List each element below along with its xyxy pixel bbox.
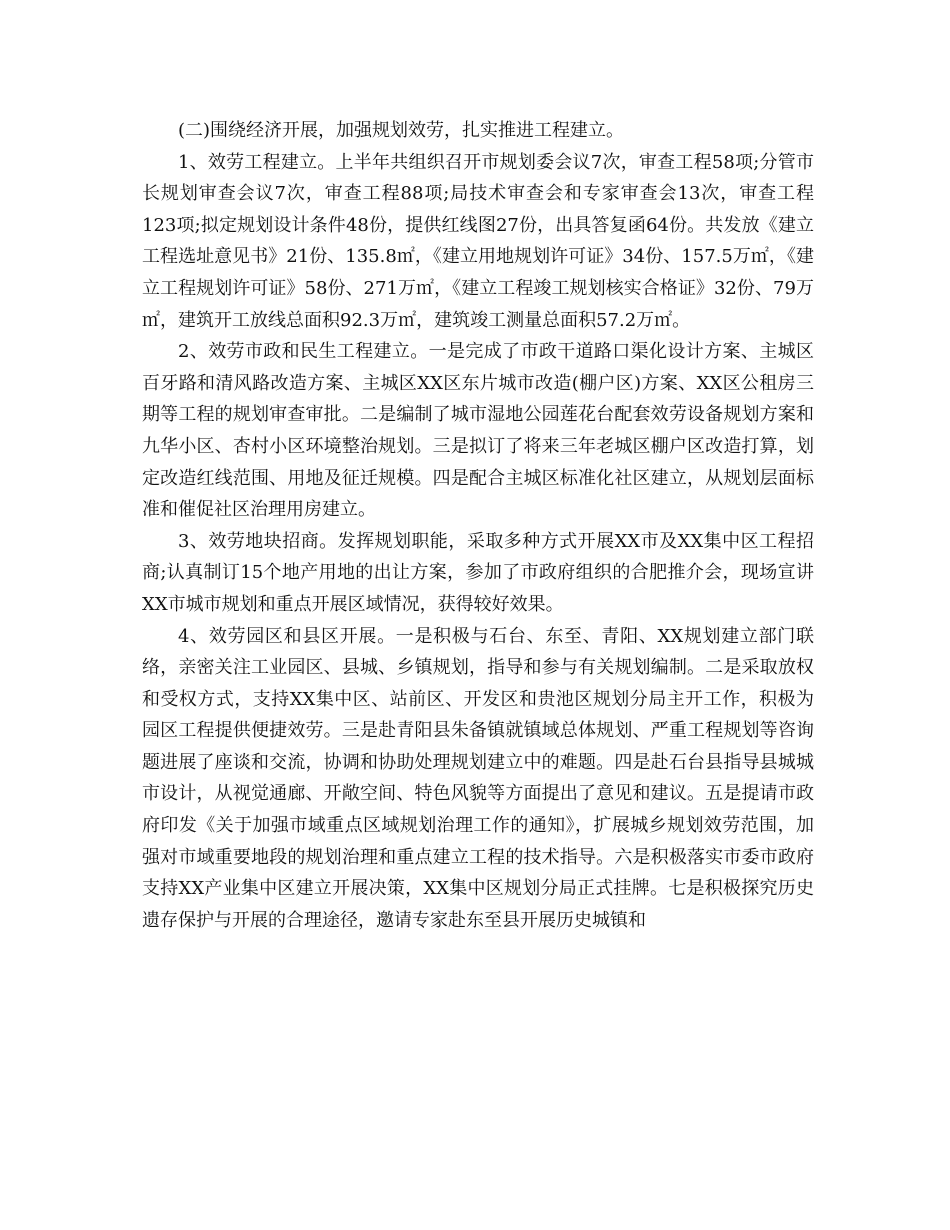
document-body [142,115,814,936]
section-heading: (二)围绕经济开展，加强规划效劳，扎实推进工程建立。 [178,120,625,141]
paragraph-municipal-livelihood: 2、效劳市政和民生工程建立。一是完成了市政干道路口渠化设计方案、主城区百牙路和清风路改造方案、主城区XX区东片城市改造(棚户区)方案、XX区公租房三期等工程的规划审查审批。二是编制了城市湿地公园莲花台配套效劳设备规划方案和九华小区、杏村小区环境整治规划。三是拟订了将来三年老城区棚户区改造打算，划定改造红线范围、用地及征迁规模。四是配合主城区标准化社区建立，从规划层面标准和催促社区治理用房建立。 [142,341,814,521]
paragraph-project-service: 1、效劳工程建立。上半年共组织召开市规划委会议7次，审查工程58项;分管市长规划审查会议7次，审查工程88项;局技术审查会和专家审查会13次，审查工程123项;拟定规划设计条件48份，提供红线图27份，出具答复函64份。共发放《建立工程选址意见书》21份、135.8㎡，《建立用地规划许可证》34份、157.5万㎡，《建立工程规划许可证》58份、271万㎡，《建立工程竣工规划核实合格证》32份、79万㎡，建筑开工放线总面积92.3万㎡，建筑竣工测量总面积57.2万㎡。 [142,151,814,331]
paragraph-land-investment: 3、效劳地块招商。发挥规划职能，采取多种方式开展XX市及XX集中区工程招商;认真制订15个地产用地的出让方案，参加了市政府组织的合肥推介会，现场宣讲XX市城市规划和重点开展区域情况，获得较好效果。 [142,530,814,615]
paragraph-park-county-development: 4、效劳园区和县区开展。一是积极与石台、东至、青阳、XX规划建立部门联络，亲密关注工业园区、县城、乡镇规划，指导和参与有关规划编制。二是采取放权和受权方式，支持XX集中区、站前区、开发区和贵池区规划分局主开工作，积极为园区工程提供便捷效劳。三是赴青阳县朱备镇就镇域总体规划、严重工程规划等咨询题进展了座谈和交流，协调和协助处理规划建立中的难题。四是赴石台县指导县城城市设计，从视觉通廊、开敞空间、特色风貌等方面提出了意见和建议。五是提请市政府印发《关于加强市域重点区域规划治理工作的通知》，扩展城乡规划效劳范围，加强对市域重要地段的规划治理和重点建立工程的技术指导。六是积极落实市委市政府支持XX产业集中区建立开展决策，XX集中区规划分局正式挂牌。七是积极探究历史遗存保护与开展的合理途径，邀请专家赴东至县开展历史城镇和 [142,625,814,931]
